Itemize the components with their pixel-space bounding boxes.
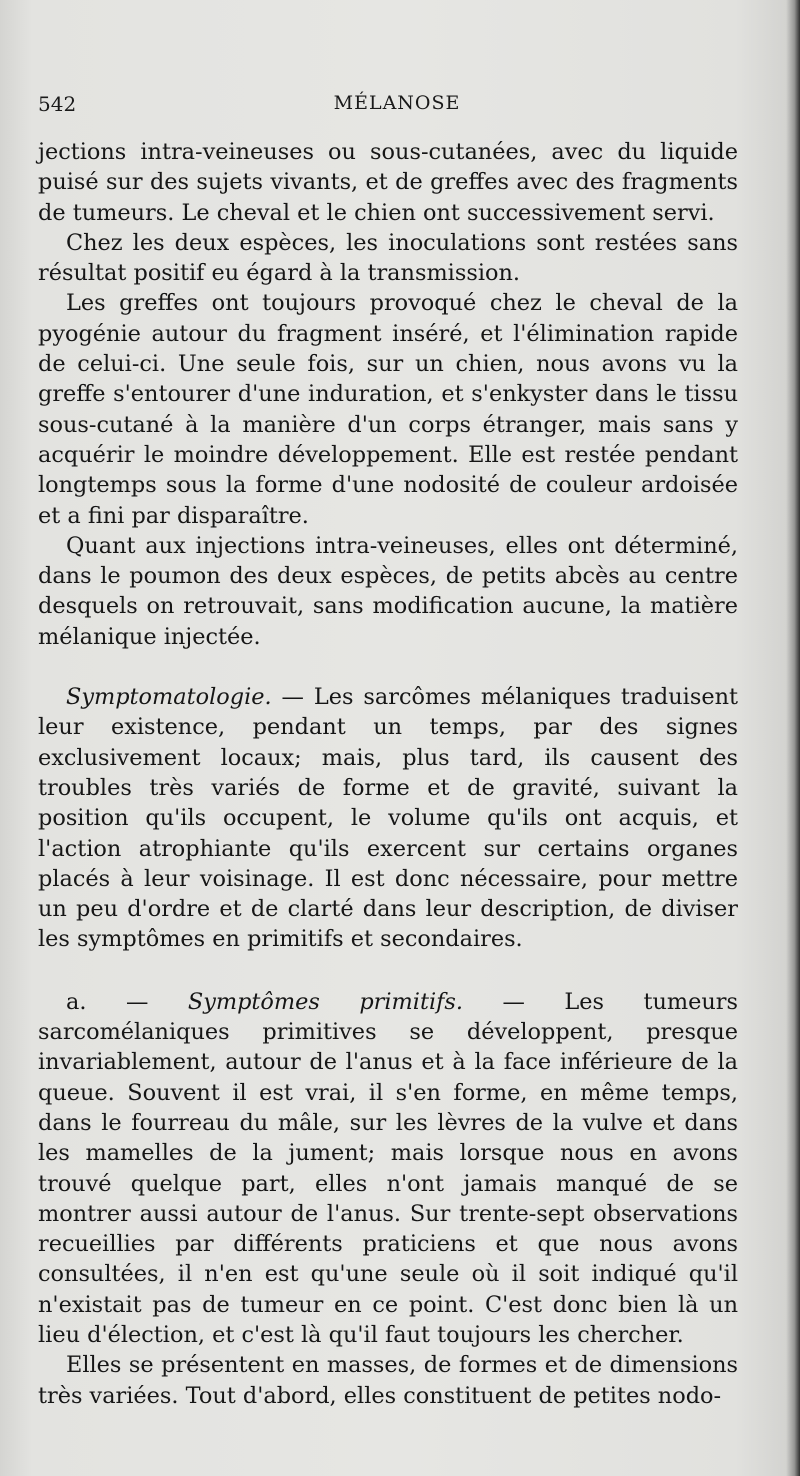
paragraph-text: jections intra-veineuses ou sous-cutanées, avec du liquide puisé sur des sujets vivants, et de greffes avec des fragments de tumeurs. Le cheval et le chien ont successivement servi. (38, 139, 738, 226)
page-header (38, 92, 756, 122)
paragraph-text: Quant aux injections intra-veineuses, elles ont déterminé, dans le poumon des deux espèces, de petits abcès au centre desquels on retrouvait, sans modification aucune, la matière mélanique injectée. (38, 532, 738, 650)
running-title: MÉLANOSE (333, 92, 461, 114)
paragraph-text: Chez les deux espèces, les inoculations sont restées sans résultat positif eu égard à la transmission. (38, 229, 738, 287)
body-text (38, 137, 738, 1411)
paragraph-symptomatologie (38, 682, 738, 955)
subsection-heading: Symptômes primitifs. (187, 988, 463, 1015)
paragraph-inoculations (38, 228, 738, 289)
paragraph-continuation (38, 137, 738, 228)
paragraph-greffes (38, 288, 738, 530)
paragraph-text: Les greffes ont toujours provoqué chez le cheval de la pyogénie autour du fragment inséré, et l'élimination rapide de celui-ci. Une seule fois, sur un chien, nous avons vu la greffe s'entourer d'une induration, et s'enkyster dans le tissu sous-cutané à la manière d'un corps étranger, mais sans y acquérir le moindre développement. Elle est restée pendant longtemps sous la forme d'une nodosité de couleur ardoisée et a fini par disparaître. (38, 290, 738, 529)
paragraph-text: — Les sarcômes mélaniques traduisent leur existence, pendant un temps, par des signes exclusivement locaux; mais, plus tard, ils causent des troubles très variés de forme et de gravité, suivant la position qu'ils occupent, le volume qu'ils ont acquis, et l'action atrophiante qu'ils exercent sur certains organes placés à leur voisinage. Il est donc nécessaire, pour mettre un peu d'ordre et de clarté dans leur description, de diviser les symptômes en primitifs et secondaires. (38, 684, 738, 953)
page-number: 542 (38, 92, 77, 116)
section-heading: Symptomatologie. (66, 684, 272, 711)
paragraph-injections (38, 531, 738, 652)
paragraph-symptomes-primitifs (38, 987, 738, 1351)
subsection-prefix: a. — (66, 988, 149, 1015)
paragraph-masses (38, 1350, 738, 1411)
paragraph-text: Elles se présentent en masses, de formes et de dimensions très variées. Tout d'abord, elles constituent de petites nodo- (38, 1352, 738, 1409)
page-edge-shadow (786, 0, 800, 1476)
paragraph-text: — Les tumeurs sarcomélaniques primitives se développent, presque invariablement, autour de l'anus et à la face inférieure de la queue. Souvent il est vrai, il s'en forme, en même temps, dans le fourreau du mâle, sur les lèvres de la vulve et dans les mamelles de la jument; mais lorsque nous en avons trouvé quelque part, elles n'ont jamais manqué de se montrer aussi autour de l'anus. Sur trente-sept observations recueillies par différents praticiens et que nous avons consultées, il n'en est qu'une seule où il soit indiqué qu'il n'existait pas de tumeur en ce point. C'est donc bien là un lieu d'élection, et c'est là qu'il faut toujours les chercher. (38, 988, 738, 1348)
